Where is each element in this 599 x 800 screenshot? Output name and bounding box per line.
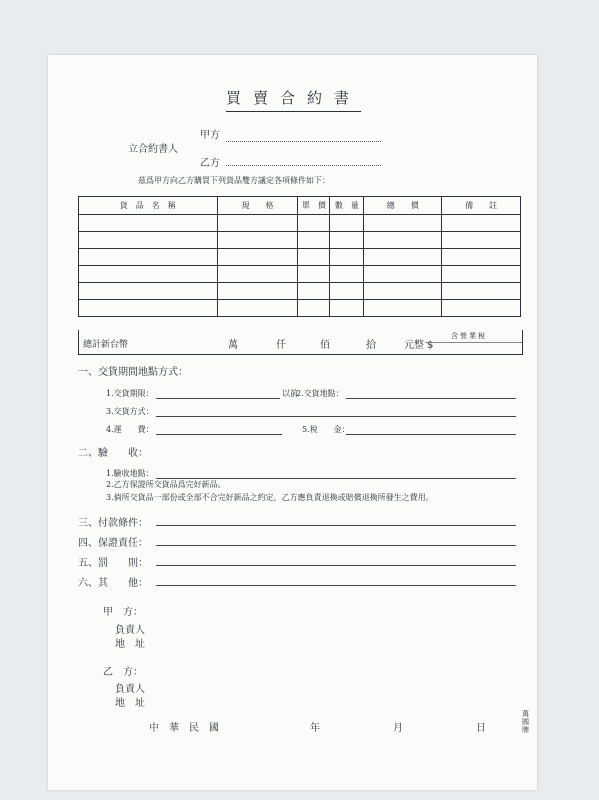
unit-qian: 仟 — [276, 340, 286, 351]
unit-shi: 拾 — [366, 340, 376, 351]
party-a-line[interactable] — [226, 141, 381, 142]
col-header-unit-price: 單 價 — [298, 197, 330, 215]
sign-a-addr: 地 址 — [115, 639, 145, 650]
payment-terms-line[interactable] — [156, 525, 516, 526]
sign-b-label: 乙 方： — [103, 667, 143, 678]
items-table — [78, 196, 521, 317]
col-header-remark: 備 註 — [442, 197, 521, 215]
party-a-label: 甲方 — [200, 130, 220, 141]
total-row — [78, 330, 523, 355]
other-line[interactable] — [156, 585, 516, 586]
col-header-quantity: 數 量 — [330, 197, 364, 215]
party-b-line[interactable] — [226, 165, 381, 166]
delivery-place-label: 2.交貨地點： — [296, 389, 344, 398]
date-roc: 中 華 民 國 — [149, 723, 219, 734]
warranty-line[interactable] — [156, 545, 516, 546]
freight-line[interactable] — [156, 434, 282, 435]
date-month: 月 — [393, 723, 403, 734]
inspection-place-label: 1.驗收地點： — [106, 469, 154, 478]
party-intro-label: 立合約書人 — [128, 144, 178, 155]
sign-a-rep: 負責人 — [115, 625, 145, 636]
delivery-period-line[interactable] — [156, 398, 280, 399]
section1-heading: 一、交貨期間地點方式： — [78, 367, 188, 378]
freight-label: 4.運 費： — [106, 425, 154, 434]
contract-sheet — [48, 55, 537, 790]
section5-heading: 五、罰 則： — [78, 558, 148, 569]
col-header-name: 貨 品 名 稱 — [79, 197, 218, 215]
date-day: 日 — [476, 723, 486, 734]
table-row[interactable] — [79, 300, 521, 317]
intro-line: 茲爲甲方向乙方購買下列貨品雙方議定各項條件如下： — [138, 176, 330, 185]
section2-heading: 二、驗 收： — [78, 448, 148, 459]
unit-bai: 佰 — [320, 340, 330, 351]
table-row[interactable] — [79, 232, 521, 249]
inspection-item2: 2.乙方保證所交貨品爲完好新品。 — [106, 480, 226, 489]
unit-yuan: 元整 — [404, 340, 424, 351]
tax-divider — [425, 342, 522, 343]
tax-label: 5.稅 金： — [302, 425, 350, 434]
table-row[interactable] — [79, 283, 521, 300]
date-year: 年 — [310, 723, 320, 734]
sign-b-addr: 地 址 — [115, 698, 145, 709]
section3-heading: 三、付款條件： — [78, 518, 148, 529]
party-b-label: 乙方 — [200, 158, 220, 169]
col-header-spec: 規 格 — [217, 197, 298, 215]
table-row[interactable] — [79, 215, 521, 232]
total-label: 總計新台幣 — [83, 340, 129, 350]
inspection-item3: 3.倘所交貨品一部份或全部不合完好新品之約定，乙方應負責退換或賠償退換所發生之費用。 — [106, 493, 434, 502]
publisher-brand: 萬國牌 — [522, 710, 529, 734]
tax-included-label: 含營業稅 — [451, 332, 487, 340]
tax-line[interactable] — [346, 434, 516, 435]
table-row[interactable] — [79, 266, 521, 283]
dollar-sign: $ — [427, 340, 434, 351]
table-header-row — [79, 197, 521, 215]
section4-heading: 四、保證責任： — [78, 538, 148, 549]
before-label: 以前 — [282, 389, 298, 398]
delivery-method-line[interactable] — [156, 416, 516, 417]
table-row[interactable] — [79, 249, 521, 266]
delivery-period-label: 1.交貨期限： — [106, 389, 154, 398]
delivery-place-line[interactable] — [346, 398, 516, 399]
delivery-method-label: 3.交貨方式： — [106, 407, 154, 416]
sign-b-rep: 負責人 — [115, 684, 145, 695]
page-title: 買賣合約書 — [226, 87, 361, 112]
penalty-line[interactable] — [156, 565, 516, 566]
section6-heading: 六、其 他： — [78, 578, 148, 589]
col-header-total: 總 價 — [364, 197, 442, 215]
sign-a-label: 甲 方： — [103, 607, 143, 618]
unit-wan: 萬 — [228, 340, 238, 351]
